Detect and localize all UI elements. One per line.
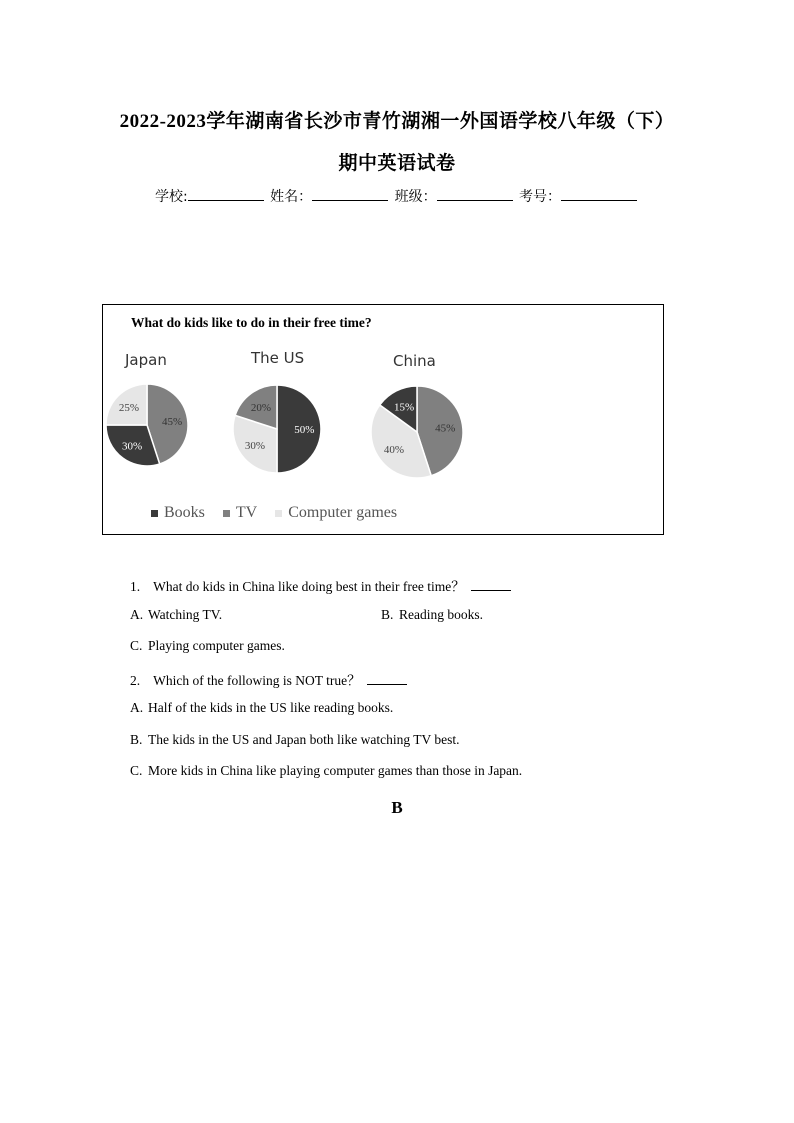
option-text: Reading books. — [399, 607, 483, 622]
pie-0-slice-label: 45% — [162, 416, 183, 428]
class-blank[interactable] — [437, 186, 513, 201]
pie-charts — [103, 305, 663, 534]
answer-blank[interactable] — [367, 671, 407, 685]
option-text: More kids in China like playing computer games than those in Japan. — [148, 763, 523, 778]
question-1-option-b[interactable] — [381, 607, 483, 623]
legend-entry-tv — [223, 504, 257, 521]
pie-1-slice-label: 20% — [250, 401, 272, 414]
pie-1-slice-label: 50% — [294, 424, 315, 436]
chart-legend — [151, 504, 411, 522]
option-text: Watching TV. — [148, 607, 223, 622]
question-1-option-a[interactable] — [130, 607, 222, 623]
pie-2-slice-label: 40% — [383, 443, 404, 456]
school-label: 学校: — [154, 189, 188, 205]
pie-2-slice-label: 45% — [435, 422, 456, 435]
exam-title: 2022-2023学年湖南省长沙市青竹湖湘一外国语学校八年级（下） — [119, 111, 675, 132]
question-1-option-c[interactable] — [130, 638, 285, 654]
option-letter: A. — [130, 607, 144, 622]
option-text: Playing computer games. — [148, 638, 285, 653]
option-letter: C. — [130, 638, 143, 653]
option-text: Half of the kids in the US like reading books. — [148, 700, 394, 715]
school-blank[interactable] — [188, 186, 264, 201]
question-2 — [130, 669, 407, 689]
option-letter: B. — [381, 607, 394, 622]
option-letter: C. — [130, 763, 143, 778]
pie-0-slice-label: 25% — [118, 402, 140, 414]
section-b-heading: B — [391, 798, 403, 817]
exam-number-label: 考号： — [519, 189, 562, 205]
pie-label-japan: Japan — [125, 351, 167, 369]
student-info-row — [0, 186, 794, 206]
question-2-option-c[interactable] — [130, 763, 522, 779]
question-number: 1. — [130, 579, 141, 594]
pie-2-slice-label: 15% — [394, 401, 415, 414]
question-number: 2. — [130, 673, 141, 688]
name-label: 姓名： — [270, 189, 313, 205]
legend-swatch-tv — [223, 510, 230, 517]
option-letter: A. — [130, 700, 144, 715]
exam-subtitle: 期中英语试卷 — [338, 153, 456, 174]
chart-title: What do kids like to do in their free time? — [131, 315, 372, 330]
pie-chart-figure — [102, 304, 664, 535]
question-2-option-b[interactable] — [130, 732, 459, 748]
question-2-option-a[interactable] — [130, 700, 393, 716]
option-text: The kids in the US and Japan both like watching TV best. — [148, 732, 460, 747]
exam-number-blank[interactable] — [561, 186, 637, 201]
name-blank[interactable] — [312, 186, 388, 201]
legend-label-tv: TV — [235, 504, 258, 521]
legend-label-computer-games: Computer games — [288, 504, 398, 521]
pie-0-slice-label: 30% — [122, 440, 143, 453]
legend-entry-books — [151, 504, 205, 521]
legend-swatch-books — [151, 510, 158, 517]
option-letter: B. — [130, 732, 143, 747]
legend-label-books: Books — [164, 504, 205, 521]
legend-swatch-computer-games — [275, 510, 282, 517]
answer-blank[interactable] — [471, 577, 511, 591]
question-text: Which of the following is NOT true？ — [153, 673, 361, 688]
pie-1-slice-label: 30% — [244, 440, 265, 452]
pie-label-us: The US — [251, 349, 305, 367]
legend-entry-computer-games — [275, 504, 397, 521]
question-text: What do kids in China like doing best in their free time？ — [153, 579, 465, 594]
pie-label-china: China — [393, 352, 436, 370]
class-label: 班级： — [394, 189, 437, 205]
question-1 — [130, 575, 511, 595]
